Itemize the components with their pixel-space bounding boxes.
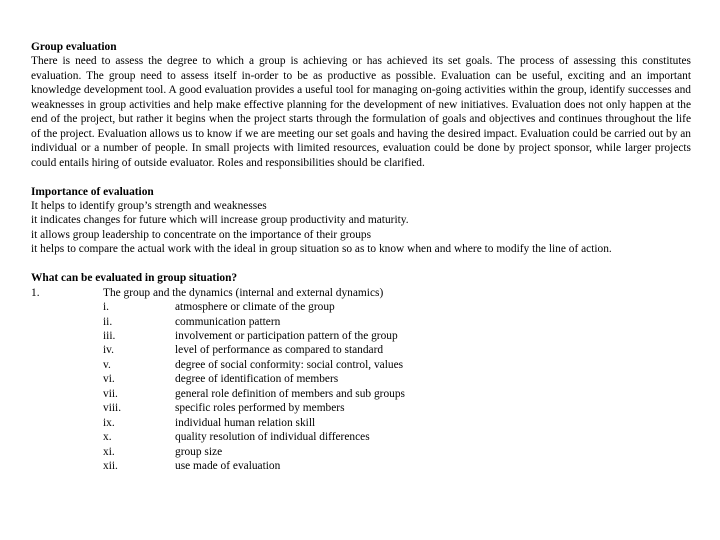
sub-list-text: specific roles performed by members	[175, 402, 345, 415]
sub-list-numeral: iv.	[103, 344, 114, 357]
list-number: 1.	[31, 286, 40, 299]
sub-list-numeral: vi.	[103, 373, 115, 386]
spacer	[31, 170, 691, 184]
sub-list-item	[31, 445, 691, 459]
spacer	[31, 257, 691, 271]
sub-list-text: level of performance as compared to standard	[175, 344, 384, 357]
section-heading-importance: Importance of evaluation	[31, 185, 154, 198]
group-evaluation-paragraph: There is need to assess the degree to which a group is achieving or has achieved its set goals. The process of assessing this constitutes evaluation. The group need to assess itself in-order to be as productive as possible. Evaluation can be useful, exciting and an important knowledge development tool. A good evaluation provides a useful tool for managing on-going activities within the group, identify successes and weaknesses in group activities and help make effective planning for the development of new initiatives. Evaluation does not only happen at the end of the project, but rather it begins when the project starts through the formulation of goals and objectives and continues throughout the life of the project. Evaluation allows us to know if we are meeting our set goals and having the desired impact. Evaluation could be carried out by an individual or a number of people. In small projects with limited resources, evaluation could be done by project sponsor, while larger projects could entails hiring of outside evaluator. Roles and responsibilities should be clarified.	[31, 55, 691, 169]
sub-list-numeral: xi.	[103, 445, 115, 458]
sub-list-numeral: viii.	[103, 402, 122, 415]
sub-list-numeral: iii.	[103, 330, 116, 343]
sub-list-item	[31, 300, 691, 314]
sub-list-text: group size	[175, 445, 223, 458]
list-item-text: The group and the dynamics (internal and external dynamics)	[103, 286, 384, 299]
list-item-main	[31, 286, 691, 300]
sub-list-text: degree of identification of members	[175, 373, 339, 386]
sub-list-item	[31, 416, 691, 430]
sub-list-item	[31, 430, 691, 444]
document-page	[31, 40, 691, 474]
sub-list-item	[31, 372, 691, 386]
sub-list-numeral: ix.	[103, 416, 115, 429]
sub-list-numeral: xii.	[103, 460, 118, 473]
sub-list-numeral: i.	[103, 301, 110, 314]
importance-line: It helps to identify group’s strength and weaknesses	[31, 199, 267, 212]
sub-list-text: involvement or participation pattern of the group	[175, 330, 398, 343]
sub-list-item	[31, 343, 691, 357]
importance-line: it helps to compare the actual work with the ideal in group situation so as to know when and where to modify the line of action.	[31, 243, 612, 256]
sub-list-item	[31, 358, 691, 372]
sub-list-text: degree of social conformity: social control, values	[175, 358, 404, 371]
sub-list-text: quality resolution of individual differences	[175, 431, 370, 444]
sub-list-numeral: x.	[103, 431, 112, 444]
sub-list-text: atmosphere or climate of the group	[175, 301, 335, 314]
sub-list-numeral: ii.	[103, 315, 113, 328]
sub-list-item	[31, 315, 691, 329]
section-heading-what-can-be-evaluated: What can be evaluated in group situation?	[31, 272, 238, 285]
sub-list-text: individual human relation skill	[175, 416, 316, 429]
sub-list-text: general role definition of members and sub groups	[175, 387, 405, 400]
sub-list-item	[31, 459, 691, 473]
sub-list-item	[31, 401, 691, 415]
sub-list-item	[31, 329, 691, 343]
sub-list-item	[31, 387, 691, 401]
importance-line: it indicates changes for future which will increase group productivity and maturity.	[31, 214, 409, 227]
importance-line: it allows group leadership to concentrate on the importance of their groups	[31, 228, 372, 241]
sub-list-numeral: vii.	[103, 387, 118, 400]
sub-list-text: use made of evaluation	[175, 460, 281, 473]
sub-list-text: communication pattern	[175, 315, 281, 328]
sub-list-numeral: v.	[103, 358, 111, 371]
section-heading-group-evaluation: Group evaluation	[31, 41, 117, 53]
